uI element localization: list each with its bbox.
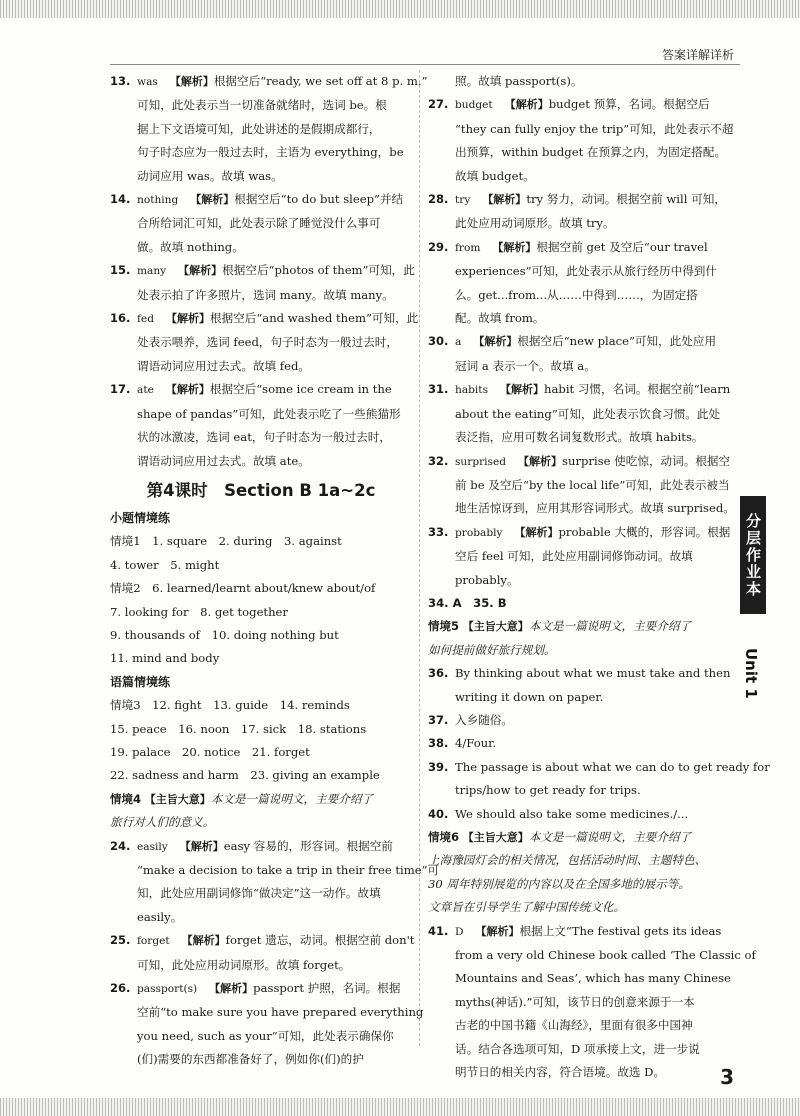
scan-edge-bottom	[0, 1098, 800, 1116]
item-number: 32.	[428, 453, 449, 468]
analysis-tag: 【解析】	[181, 934, 226, 948]
item-number: 29.	[428, 239, 449, 254]
item-text: passport 护照，名词。根据	[253, 981, 401, 996]
unit-label: Unit 1	[742, 648, 760, 699]
item-answer: was	[137, 76, 158, 88]
item-text: budget 预算，名词。根据空后	[548, 97, 710, 112]
item-text-line: 做。故填 nothing。	[137, 239, 244, 254]
item-text: 根据上文“The festival gets its ideas	[519, 923, 722, 938]
analysis-tag: 【解析】	[504, 98, 549, 112]
column-divider	[419, 70, 420, 1046]
answer-line: 15. peace 16. noon 17. sick 18. stations	[110, 721, 367, 736]
item-text-line: about the eating”可知，此处表示饮食习惯。此处	[455, 406, 721, 421]
item-number: 40.	[428, 806, 449, 821]
item-answer: many	[137, 265, 167, 278]
answer-item	[428, 803, 733, 826]
situation-4-line: 旅行对人们的意义。	[110, 815, 215, 830]
item-answer: budget	[455, 99, 493, 112]
item-text-line: 此处应用动词原形。故填 try。	[455, 216, 615, 231]
answer-item	[428, 521, 733, 592]
item-text: 根据空后“ready, we set off at 8 p. m.”	[213, 74, 428, 88]
continued-answer	[428, 70, 733, 93]
answer-item	[428, 732, 733, 755]
answer-line: 22. sadness and harm 23. giving an example	[110, 768, 380, 783]
answer-item	[110, 378, 412, 473]
item-answer: forget	[137, 935, 170, 948]
situation-5-line: 本文是一篇说明文，主要介绍了	[528, 619, 692, 634]
situation-5-line: 如何提前做好旅行规划。	[428, 642, 556, 657]
item-answer: D	[455, 925, 464, 938]
continued-answer-text: 照。故填 passport(s)。	[455, 74, 583, 88]
item-text-line: 处表示喂养，选词 feed，句子时态为一般过去时，	[137, 335, 398, 350]
item-text-line: probably。	[455, 572, 519, 587]
item-text: probable 大概的，形容词。根据	[558, 524, 731, 539]
answer-item	[428, 378, 733, 449]
item-number: 41.	[428, 923, 449, 938]
analysis-tag: 【解析】	[475, 924, 520, 938]
item-text-line: 动词应用 was。故填 was。	[137, 168, 283, 183]
item-number: 33.	[428, 524, 449, 539]
situation-5-label: 情境5	[428, 619, 460, 634]
item-number: 27.	[428, 97, 449, 112]
item-text-line: “they can fully enjoy the trip”可知，此处表示不超	[455, 121, 734, 136]
answer-item	[110, 70, 428, 188]
situation-4-summary	[110, 788, 412, 835]
situation-6-line: 30 周年特别展览的内容以及在全国多地的展示等。	[428, 876, 690, 891]
scan-edge-top	[0, 0, 800, 18]
item-text: 根据空后“new place”可知，此处应用	[517, 334, 717, 349]
analysis-tag: 【解析】	[190, 193, 235, 207]
item-text-line: 合所给词汇可知，此处表示除了睡觉没什么事可	[137, 216, 381, 231]
header-title: 答案详解详析	[661, 48, 734, 62]
analysis-tag: 【解析】	[473, 335, 518, 349]
analysis-tag: 【解析】	[179, 839, 224, 853]
answer-line: 情境2 6. learned/learnt about/knew about/of	[110, 581, 376, 596]
analysis-tag: 【解析】	[500, 383, 545, 397]
analysis-tag: 【解析】	[514, 525, 559, 539]
analysis-tag: 【解析】	[165, 383, 210, 397]
analysis-tag: 【解析】	[482, 193, 527, 207]
analysis-tag: 【解析】	[178, 264, 223, 278]
item-number: 14.	[110, 192, 131, 207]
answer-item	[428, 756, 770, 803]
answer-item	[428, 709, 733, 732]
answer-item	[110, 977, 424, 1072]
item-text-line: 谓语动词应用过去式。故填 fed。	[137, 358, 310, 373]
item-text-line: 明节日的相关内容，符合语境。故选 D。	[455, 1065, 666, 1080]
item-text: 根据空后“to do but sleep”并结	[234, 192, 404, 207]
item-number: 30.	[428, 334, 449, 349]
answer-line: 情境3 12. fight 13. guide 14. reminds	[110, 698, 350, 713]
item-text-line: 冠词 a 表示一个。故填 a。	[455, 358, 596, 373]
item-text-line: from a very old Chinese book called ‘The Classic of	[455, 948, 756, 963]
item-text-line: myths(神话).”可知，该节日的创意来源于一本	[455, 994, 695, 1009]
item-text: 根据空后“photos of them”可知，此	[222, 263, 415, 278]
answer-41	[428, 920, 756, 1085]
item-text: try 努力，动词。根据空前 will 可知，	[526, 192, 726, 207]
item-text-line: 知，此处应用副词修饰“做决定”这一动作。故填	[137, 886, 381, 901]
answer-line: 7. looking for 8. get together	[110, 604, 288, 619]
item-text-line: you need, such as your”可知，此处表示确保你	[137, 1028, 394, 1043]
right-answer-list	[428, 93, 733, 592]
small-tasks-answers	[110, 530, 412, 670]
situation-6-label: 情境6	[428, 830, 460, 844]
side-tab-label: 分层作业本	[740, 496, 766, 614]
item-answer: ate	[137, 384, 154, 397]
answer-item	[110, 307, 419, 378]
situation-6-summary	[428, 826, 733, 920]
subheading-small-tasks: 小题情境练	[110, 510, 171, 525]
situation-5-summary	[428, 615, 733, 662]
answer-item	[428, 93, 733, 188]
analysis-tag: 【解析】	[169, 75, 214, 88]
item-answer: probably	[455, 526, 503, 539]
item-text-line: 故填 budget。	[455, 168, 535, 183]
item-text-line: 句子时态应为一般过去时，主语为 everything，be	[137, 145, 404, 160]
item-number: 17.	[110, 382, 131, 397]
item-text-line: trips/how to get ready for trips.	[455, 783, 641, 798]
item-text-line: 么。get...from...从……中得到……，为固定搭	[455, 287, 698, 302]
item-text: 入乡随俗。	[455, 712, 513, 727]
item-text: We should also take some medicines./...	[455, 806, 689, 821]
item-text-line: 地生活惊讶到，应用其形容词形式。故填 surprised。	[455, 501, 735, 516]
answer-line: 9. thousands of 10. doing nothing but	[110, 627, 339, 642]
item-text-line: 处表示拍了许多照片，选词 many。故填 many。	[137, 287, 394, 302]
item-number: 13.	[110, 74, 131, 88]
item-text: surprise 使吃惊，动词。根据空	[562, 453, 731, 468]
header-rule	[110, 64, 740, 65]
item-number: 31.	[428, 382, 449, 397]
item-text: 4/Four.	[455, 736, 497, 751]
item-text-line: experiences”可知，此处表示从旅行经历中得到什	[455, 264, 717, 279]
situation-6-line: 上海豫园灯会的相关情况，包括活动时间、主题特色、	[428, 853, 707, 868]
item-text-line: 谓语动词应用过去式。故填 ate。	[137, 453, 310, 468]
answer-item	[110, 929, 415, 977]
item-text-line: shape of pandas”可知，此处表示吃了一些熊猫形	[137, 406, 401, 421]
item-text: habit 习惯，名词。根据空前“learn	[544, 382, 731, 397]
left-answer-list	[110, 70, 428, 473]
item-text-line: 据上下文语境可知，此处讲述的是假期成都行，	[137, 121, 381, 136]
item-number: 26.	[110, 981, 131, 996]
item-number: 24.	[110, 838, 131, 853]
item-number: 16.	[110, 311, 131, 326]
analysis-tag: 【解析】	[209, 982, 254, 996]
item-answer: a	[455, 336, 462, 349]
item-text-line: 话。结合各选项可知，D 项承接上文，进一步说	[455, 1041, 700, 1056]
item-text: easy 容易的，形容词。根据空前	[223, 838, 393, 853]
item-answer: fed	[137, 313, 154, 326]
answer-item	[110, 259, 415, 307]
answer-item	[428, 188, 733, 236]
answer-item	[110, 835, 440, 930]
item-text-line: easily。	[137, 909, 183, 924]
item-text-line: 表泛指，应用可数名词复数形式。故填 habits。	[455, 430, 704, 445]
situation-4-line: 本文是一篇说明文，主要介绍了	[210, 791, 374, 806]
situation-6-line: 本文是一篇说明文，主要介绍了	[528, 830, 692, 844]
item-text-line: 出预算，within budget 在预算之内，为固定搭配。	[455, 145, 727, 160]
answer-item	[428, 450, 733, 521]
situation-6-line: 文章旨在引导学生了解中国传统文化。	[428, 900, 626, 915]
item-text: 根据空后“and washed them”可知，此	[209, 311, 419, 326]
answer-item	[428, 920, 756, 1085]
answer-line: 19. palace 20. notice 21. forget	[110, 744, 310, 759]
item-text-line: 配。故填 from。	[455, 311, 545, 326]
item-text: 根据空后“some ice cream in the	[209, 382, 392, 397]
item-number: 25.	[110, 933, 131, 948]
item-number: 39.	[428, 759, 449, 774]
answer-item	[428, 662, 733, 709]
item-number: 37.	[428, 712, 449, 727]
answer-line: 11. mind and body	[110, 651, 220, 666]
section-title: 第4课时 Section B 1a~2c	[146, 480, 376, 500]
situation-4-tag: 【主旨大意】	[144, 792, 211, 806]
item-text-line: 可知，此处应用动词原形。故填 forget。	[137, 957, 351, 972]
item-text-line: 空后 feel 可知，此处应用副词修饰动词。故填	[455, 549, 693, 564]
item-answer: nothing	[137, 194, 179, 207]
item-answer: from	[455, 241, 481, 254]
answer-item	[428, 236, 733, 331]
analysis-tag: 【解析】	[492, 240, 537, 254]
item-text-line: 前 be 及空后“by the local life”可知，此处表示被当	[455, 477, 730, 492]
item-number: 28.	[428, 192, 449, 207]
answer-line: 4. tower 5. might	[110, 557, 220, 572]
item-text-line: 空前“to make sure you have prepared everything	[137, 1005, 424, 1020]
item-text-line: (们)需要的东西都准备好了，例如你(们)的护	[137, 1052, 364, 1067]
item-text-line: Mountains and Seas’, which has many Chinese	[455, 971, 731, 986]
situation-4-label: 情境4	[110, 791, 142, 806]
page-number: 3	[720, 1065, 734, 1089]
analysis-tag: 【解析】	[518, 454, 563, 468]
item-text-line: 状的冰激凌，选词 eat，句子时态为一般过去时，	[137, 430, 391, 445]
item-number: 36.	[428, 666, 449, 681]
situation-5-tag: 【主旨大意】	[462, 620, 529, 634]
situation-6-tag: 【主旨大意】	[462, 831, 529, 844]
item-answer: easily	[137, 840, 168, 853]
item-text: forget 遗忘，动词。根据空前 don't	[225, 933, 415, 948]
item-number: 15.	[110, 263, 131, 278]
item-number: 38.	[428, 736, 449, 751]
answer-line: 情境1 1. square 2. during 3. against	[110, 534, 342, 549]
item-text: By thinking about what we must take and then	[455, 666, 731, 681]
item-text-line: 可知，此处表示当一切准备就绪时，选词 be。根	[137, 98, 387, 113]
item-text: The passage is about what we can do to get ready for	[455, 759, 770, 774]
item-answer: try	[455, 194, 471, 207]
item-text-line: “make a decision to take a trip in their free time”可	[137, 863, 440, 877]
analysis-tag: 【解析】	[165, 312, 210, 326]
item-answer: surprised	[455, 455, 507, 468]
multiple-choice-answers: 34. A 35. B	[428, 595, 507, 610]
passage-tasks-answers	[110, 694, 412, 788]
item-text-line: 古老的中国书籍《山海经》，里面有很多中国神	[455, 1018, 693, 1033]
answer-item	[110, 188, 412, 259]
subheading-passage-tasks: 语篇情境练	[110, 674, 171, 689]
item-answer: passport(s)	[137, 983, 198, 996]
item-text: 根据空前 get 及空后“our travel	[536, 239, 708, 254]
answer-item	[428, 330, 733, 378]
item-text-line: writing it down on paper.	[455, 689, 604, 704]
item-answer: habits	[455, 384, 489, 397]
